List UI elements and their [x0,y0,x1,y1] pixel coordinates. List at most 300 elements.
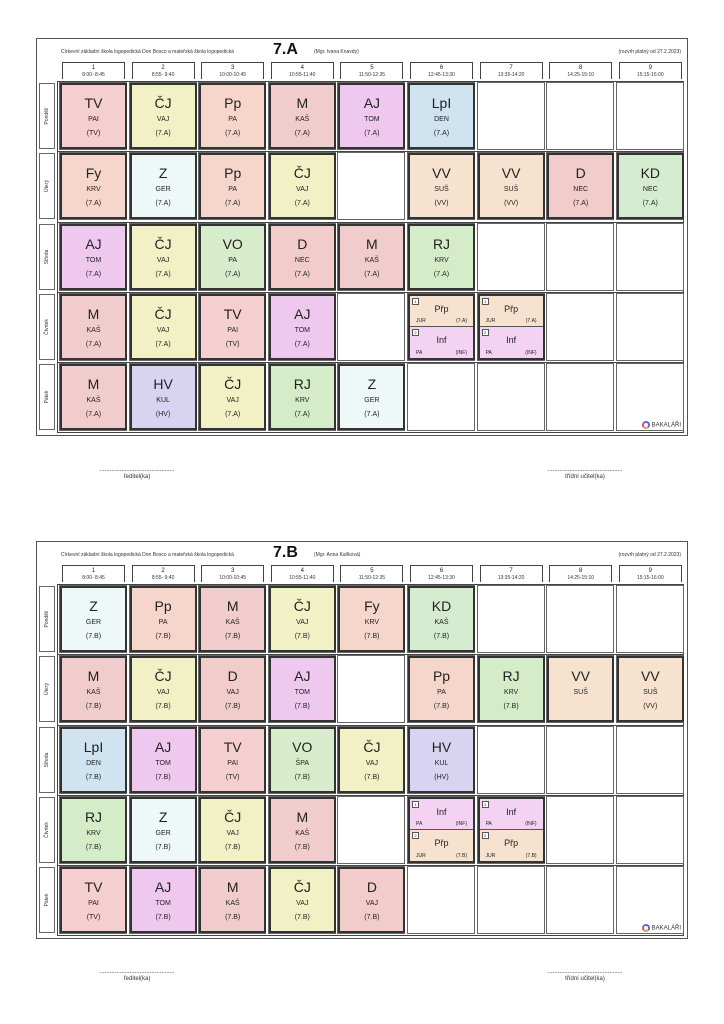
period-header [62,565,125,582]
signature-label: třídní učitel(ka) [565,976,605,982]
period-time: 14:25-15:10 [567,72,595,78]
teacher-code: KAŠ [225,900,240,908]
room-code: (7.A) [433,270,450,278]
day-row [37,654,689,724]
teacher-code: NEC [294,256,310,264]
group-lesson [410,327,473,358]
period-time: 8:55- 9:40 [151,72,175,78]
subject-code: Pp [154,598,172,614]
lesson-cell [199,294,266,360]
room-code: (7.B) [225,843,241,851]
subject-code: Z [158,808,168,825]
period-number: 5 [370,65,374,71]
teacher-code: PA [437,689,446,697]
lesson-cell [338,586,405,652]
subject-code: RJ [293,376,311,393]
room-code: (HV) [434,773,449,781]
lesson-cell [130,153,197,219]
subject-code: Přp [434,303,449,314]
timetable-slot [477,363,545,431]
day-row [37,292,689,362]
period-time: 8:00- 8:45 [82,72,105,78]
period-number: 9 [648,568,652,574]
timetable-slot [477,223,545,291]
class-teacher-name: (Mgr. Ivana Knavdy) [314,49,359,55]
teacher-code: PA [416,349,423,356]
timetable-slot [616,293,684,361]
group-lesson [410,830,473,861]
period-header [549,62,612,79]
room-code: (7.A) [642,200,658,208]
room-code: (7.B) [155,773,171,781]
split-lesson-cell [478,294,545,360]
teacher-code: TOM [364,116,380,123]
day-name: Úterý [44,683,50,696]
day-name: Pátek [44,390,50,404]
timetable-slot [477,866,545,934]
teacher-code: PA [228,116,238,123]
group-lesson [480,830,543,861]
teacher-code: KRV [503,689,519,697]
teacher-code: KRV [434,256,449,264]
lesson-cell [269,153,336,219]
subject-code: AJ [154,738,172,755]
subject-code: HV [431,738,452,755]
group-lesson [410,296,473,327]
teacher-code: JUR [416,852,426,859]
room-code: (7.B) [433,633,450,640]
teacher-code: VAJ [156,256,170,264]
room-code: (7.B) [364,914,380,922]
lesson-cell [408,224,475,290]
room-code: (VV) [643,703,658,711]
teacher-code: KAŠ [86,326,101,334]
signature-label: třídní učitel(ka) [565,474,605,480]
room-code: (7.B) [85,633,102,640]
lesson-cell [617,656,684,722]
room-code: (7.B) [155,633,171,640]
teacher-code: VAJ [296,186,309,194]
room-code: (7.A) [364,270,380,278]
row-divider [57,795,684,796]
teacher-code: PAI [227,759,239,767]
timetable-slot [546,223,614,291]
group-tag: 2 [482,329,489,336]
lesson-cell [130,727,197,793]
room-code: (7.A) [294,130,310,137]
teacher-code: VAJ [156,116,170,123]
period-time: 12:45-13:30 [428,575,455,581]
subject-code: ČJ [154,668,172,685]
lesson-cell [60,867,127,933]
class-title: 7.B [273,544,298,561]
room-code: (7.A) [85,340,102,348]
period-header [619,62,682,79]
period-number: 3 [231,65,235,71]
day-row [37,725,689,795]
subject-code: M [87,305,100,322]
subject-code: M [87,376,100,393]
subject-code: Pp [224,165,242,182]
bakalari-logo-icon [642,924,650,932]
group-lesson [410,799,473,830]
room-code: (7.A) [85,411,102,419]
period-time: 15:15-16:00 [636,575,664,581]
period-number: 7 [509,568,513,574]
period-number: 4 [300,65,304,71]
sheet-header [37,542,687,564]
teacher-code: VAJ [156,689,170,697]
teacher-code: TOM [155,900,171,908]
subject-code: LpI [83,738,104,755]
timetable-slot [477,585,545,653]
lesson-cell [338,224,405,290]
teacher-code: KRV [86,829,101,837]
teacher-code: JUR [485,317,496,324]
subject-code: ČJ [154,95,172,111]
day-label [39,727,55,793]
period-number: 7 [509,65,513,71]
signature-line: ------------------------------ [547,970,623,976]
lesson-cell [269,294,336,360]
subject-code: AJ [294,668,311,685]
lesson-cell [338,727,405,793]
period-number: 9 [648,65,652,71]
room-code: (7.B) [85,773,102,781]
school-name: Církevní základní škola logopedická Don Bosco a mateřská škola logopedická [61,552,234,558]
period-time: 8:00- 8:45 [82,575,105,581]
day-name: Čtvrtek [44,318,50,335]
subject-code: M [296,95,309,111]
day-name: Pondělí [44,107,50,125]
lesson-cell [269,586,336,652]
lesson-cell [199,867,266,933]
period-number: 2 [161,65,165,71]
room-code: (7.A) [294,200,310,208]
teacher-code: PA [416,820,423,827]
day-label [39,656,55,722]
day-row [37,151,689,221]
room-code: (TV) [86,130,101,137]
room-code: (7.B) [225,914,241,922]
class-teacher-signature [520,970,650,982]
subject-code: M [366,235,378,252]
room-code: (7.B) [85,843,102,851]
day-label [39,586,55,652]
day-row [37,795,689,865]
timetable-sheet [36,38,688,436]
room-code: (7.B) [525,852,537,859]
period-header [132,62,195,79]
period-header [549,565,612,582]
period-time: 13:35-14:20 [497,72,525,78]
lesson-cell [408,586,475,652]
room-code: (7.A) [294,340,310,348]
timetable-slot [337,152,405,220]
lesson-cell [60,797,127,863]
day-label [39,153,55,219]
split-lesson-cell [408,797,475,863]
subject-code: ČJ [224,376,242,393]
group-tag: 2 [412,832,419,839]
teacher-code: GER [155,186,171,194]
subject-code: Inf [506,806,517,817]
subject-code: Z [89,598,98,614]
timetable-slot [477,82,545,150]
room-code: (INF) [525,349,537,356]
lesson-cell [478,656,545,722]
subject-code: VV [640,668,660,685]
day-row [37,222,689,292]
lesson-cell [269,224,336,290]
day-row [37,584,689,654]
period-time: 10:00-10:45 [219,575,247,581]
subject-code: M [87,668,100,685]
row-divider [57,725,684,726]
period-header [201,565,264,582]
teacher-code: GER [364,397,380,405]
lesson-cell [130,797,197,863]
group-lesson [480,296,543,327]
subject-code: AJ [85,235,102,252]
subject-code: VV [501,165,521,182]
room-code: (7.A) [225,270,241,278]
validity-note: (rozvrh platný od 27.2.2023) [618,49,681,55]
day-label [39,224,55,290]
teacher-code: PA [158,619,168,626]
day-name: Středa [44,249,50,264]
teacher-code: JUR [416,317,426,324]
teacher-code: VAJ [156,326,170,334]
lesson-cell [60,586,127,652]
lesson-cell [338,867,405,933]
period-header [480,565,543,582]
room-code: (7.A) [85,270,102,278]
room-code: (7.A) [433,130,450,137]
row-divider [57,292,684,293]
subject-code: AJ [363,95,381,111]
lesson-cell [408,656,475,722]
lesson-cell [199,153,266,219]
lesson-cell [269,867,336,933]
room-code: (7.B) [456,852,467,859]
day-row [37,865,689,935]
lesson-cell [338,83,405,149]
room-code: (7.B) [294,773,310,781]
teacher-code: TOM [155,759,171,767]
room-code: (INF) [525,820,537,827]
group-tag: 1 [412,298,419,305]
room-code: (7.A) [85,200,102,208]
period-header [271,565,334,582]
day-name: Čtvrtek [44,821,50,838]
room-code: (VV) [504,200,519,208]
lesson-cell [60,83,127,149]
subject-code: VV [432,165,451,182]
row-divider [57,654,684,655]
timetable-slot [616,585,684,653]
lesson-cell [199,224,266,290]
room-code: (7.A) [364,411,380,419]
timetable-slot [546,585,614,653]
subject-code: ČJ [293,879,311,896]
subject-code: HV [153,376,173,393]
lesson-cell [130,586,197,652]
subject-code: Pp [432,668,451,685]
room-code: (7.A) [456,317,467,324]
subject-code: LpI [431,95,452,111]
teacher-code: KAŠ [295,116,310,123]
teacher-code: SUŠ [643,689,658,697]
teacher-code: ŠPA [295,759,310,767]
teacher-code: PA [485,820,492,827]
subject-code: KD [640,165,661,182]
teacher-code: KAŠ [434,619,449,626]
day-name: Úterý [44,180,50,193]
room-code: (7.A) [155,200,171,208]
lesson-cell [130,364,197,430]
subject-code: TV [223,305,242,322]
room-code: (7.A) [525,317,537,324]
timetable-slot [616,82,684,150]
period-time: 11:50-12:35 [358,575,386,581]
timetable-slot [407,866,475,934]
timetable-sheet [36,541,688,939]
teacher-code: KAŠ [364,256,379,264]
row-divider [57,865,684,866]
subject-code: RJ [502,668,520,685]
day-row [37,362,689,432]
subject-code: Přp [504,837,519,848]
director-signature [72,970,202,982]
room-code: (7.A) [155,130,171,137]
group-tag: 2 [482,832,489,839]
day-label [39,867,55,933]
teacher-code: GER [85,619,102,626]
period-header [410,62,473,79]
period-number: 1 [91,65,96,71]
timetable-slot [407,363,475,431]
timetable-slot [477,726,545,794]
room-code: (7.A) [225,411,241,419]
period-header [201,62,264,79]
room-code: (7.A) [364,130,380,137]
room-code: (7.A) [573,200,589,208]
room-code: (7.B) [364,633,380,640]
teacher-code: KRV [86,186,101,194]
teacher-code: PA [485,349,492,356]
room-code: (7.B) [85,703,102,711]
lesson-cell [60,364,127,430]
row-divider [57,151,684,152]
day-name: Pátek [44,893,50,907]
group-tag: 1 [482,298,489,305]
school-name: Církevní základní škola logopedická Don Bosco a mateřská škola logopedická [61,49,234,55]
lesson-cell [478,153,545,219]
period-number: 5 [370,568,374,574]
teacher-code: TOM [294,326,311,334]
lesson-cell [408,83,475,149]
period-header [480,62,543,79]
class-teacher-name: (Mgr. Anna Kalíková) [314,552,361,558]
subject-code: Pp [224,95,242,111]
subject-code: Inf [436,806,447,817]
signature-label: ředitel(ka) [123,976,151,982]
subject-code: M [226,879,239,896]
period-time: 10:00-10:45 [219,72,247,78]
day-row [37,81,689,151]
timetable-slot [616,726,684,794]
room-code: (TV) [86,914,101,922]
teacher-code: VAJ [226,397,239,405]
subject-code: ČJ [293,598,311,614]
room-code: (7.A) [294,270,310,278]
subject-code: Inf [436,334,447,345]
period-time: 15:15-16:00 [636,72,664,78]
day-name: Středa [44,752,50,767]
subject-code: VO [292,738,313,755]
class-title: 7.A [273,41,298,58]
timetable-slot [546,726,614,794]
subject-code: VV [571,668,591,685]
room-code: (7.B) [503,703,519,711]
lesson-cell [60,294,127,360]
signature-line: ------------------------------ [547,468,623,474]
subject-code: Fy [85,165,102,182]
period-time: 11:50-12:35 [358,72,386,78]
lesson-cell [130,83,197,149]
teacher-code: PAI [88,900,99,908]
subject-code: TV [84,879,103,896]
timetable-slot [546,866,614,934]
lesson-cell [617,153,684,219]
room-code: (7.B) [155,843,171,851]
lesson-cell [547,656,614,722]
group-lesson [480,327,543,358]
subject-code: M [296,808,309,825]
teacher-code: VAJ [296,619,309,626]
room-code: (7.B) [294,633,310,640]
room-code: (7.A) [155,340,171,348]
row-divider [57,222,684,223]
signature-line: ------------------------------ [99,468,175,474]
teacher-code: KAŠ [86,689,101,697]
teacher-code: KRV [364,619,380,626]
timetable-slot [546,796,614,864]
class-teacher-signature [520,468,650,480]
period-number: 6 [439,568,444,574]
brand-name: BAKALÁŘI [651,925,681,932]
day-name: Pondělí [44,610,50,628]
subject-code: Inf [506,334,517,345]
lesson-cell [547,153,614,219]
lesson-cell [60,656,127,722]
period-number: 4 [300,568,304,574]
lesson-cell [60,153,127,219]
timetable-slot [337,796,405,864]
bakalari-logo-icon [642,421,650,429]
teacher-code: TOM [294,689,311,697]
period-header [619,565,682,582]
teacher-code: SUŠ [573,689,588,697]
room-code: (7.B) [364,773,380,781]
timetable-slot [546,82,614,150]
period-time: 10:55-11:40 [289,72,316,78]
subject-code: Fy [364,598,380,614]
period-time: 14:25-15:10 [567,575,595,581]
period-time: 13:35-14:20 [497,575,525,581]
period-header [132,565,195,582]
